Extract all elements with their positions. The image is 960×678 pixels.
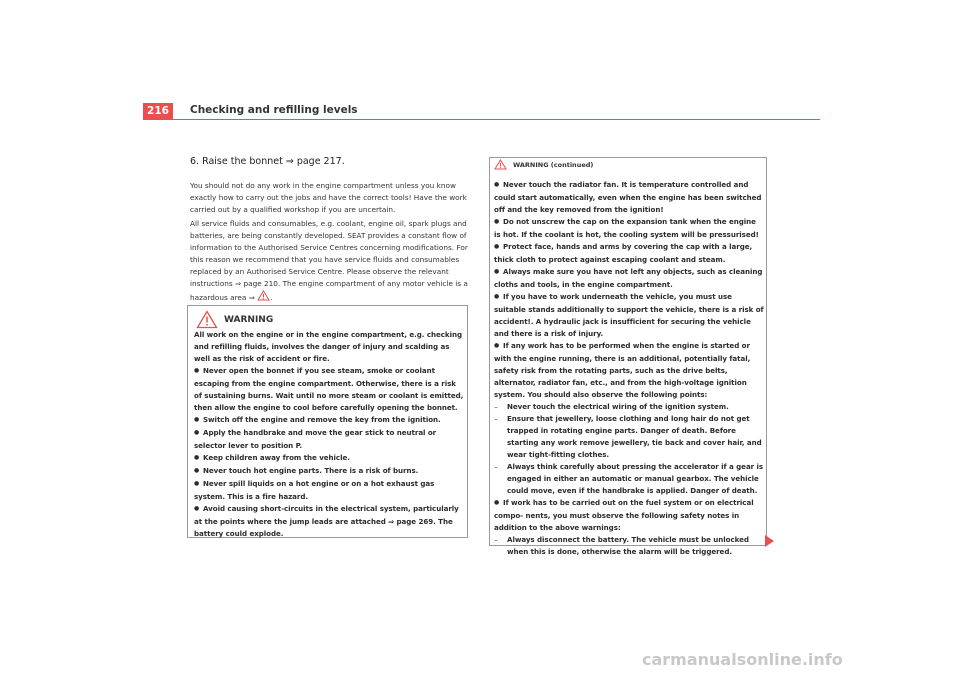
warning-bullet: ●Apply the handbrake and move the gear stick to neutral or selector lever to position P.: [194, 427, 464, 452]
service-fluids-text: All service fluids and consumables, e.g. coolant, engine oil, spark plugs and batteries, are being constantly developed. SEAT provides a constant flow of information to the Authorised Service Centres concerning modifications. For this reason we recommend that you have service fluids and consumables replaced by an Authorised Service Centre. Please observe the relevant instructions ⇒ page 210. The engine compartment of any motor vehicle is a hazardous area ⇒: [190, 219, 468, 302]
page-number: 216: [147, 105, 169, 117]
warning-bullet: ●If any work has to be performed when the engine is started or with the engine running, there is an additional, potentially fatal, safety risk from the rotating parts, such as the drive belts, alternator, radiator fan, etc., and from the high-voltage ignition system. You should also observe the following points:: [494, 340, 764, 401]
warning-body-right: [494, 179, 764, 558]
bullet-icon: [494, 179, 503, 192]
warning-title-left: WARNING: [224, 314, 274, 325]
bullet-icon: [494, 291, 503, 304]
bullet-icon: [494, 340, 503, 353]
service-fluids-end: .: [270, 293, 273, 302]
bullet-icon: [494, 216, 503, 229]
next-page-arrow-icon[interactable]: [765, 535, 774, 547]
warning-triangle-icon: [494, 159, 507, 170]
bullet-icon: [194, 365, 203, 378]
warning-triangle-icon: [257, 290, 273, 302]
bullet-icon: [194, 452, 203, 465]
section-title: Checking and refilling levels: [190, 104, 358, 116]
warning-bullet: ●Never open the bonnet if you see steam, smoke or coolant escaping from the engine compartment. Otherwise, there is a risk of sustaining burns. Wait until no more steam or coolant is emitted, then allow the engine to cool before carefully opening the bonnet.: [194, 365, 464, 414]
page-number-badge: [143, 103, 173, 119]
service-fluids-paragraph: [190, 218, 468, 304]
warning-subpoint: – Ensure that jewellery, loose clothing and long hair do not get trapped in rotating engine parts. Danger of death. Before starting any work remove jewellery, tie back and cover hair, and wear tight-fitting clothes.: [494, 414, 762, 459]
bullet-icon: [194, 427, 203, 440]
warning-title-right: WARNING (continued): [513, 160, 594, 169]
warning-bullet: ●Never spill liquids on a hot engine or on a hot exhaust gas system. This is a fire hazard.: [194, 478, 464, 503]
warning-bullet: ●Always make sure you have not left any objects, such as cleaning cloths and tools, in the engine compartment.: [494, 266, 764, 291]
bullet-icon: [194, 478, 203, 491]
warning-bullet: ●Do not unscrew the cap on the expansion tank when the engine is hot. If the coolant is hot, the cooling system will be pressurised!: [494, 216, 764, 241]
intro-paragraph: You should not do any work in the engine compartment unless you know exactly how to carry out the jobs and have the correct tools! Have the work carried out by a qualified workshop if you are uncertain.: [190, 181, 467, 214]
bullet-icon: [194, 414, 203, 427]
warning-bullet: ●Switch off the engine and remove the key from the ignition.: [194, 414, 464, 427]
bullet-icon: [194, 503, 203, 516]
step-6: 6. Raise the bonnet ⇒ page 217.: [190, 156, 345, 167]
warning-body-left: [194, 329, 464, 540]
bullet-icon: [494, 497, 503, 510]
warning-header-left: [196, 310, 273, 329]
bullet-icon: [494, 266, 503, 279]
warning-subpoint: – Always think carefully about pressing the accelerator if a gear is engaged in either an automatic or manual gearbox. The vehicle could move, even if the handbrake is applied. Danger of death.: [494, 462, 764, 495]
warning-bullet: ●Avoid causing short-circuits in the electrical system, particularly at the points where the jump leads are attached ⇒ page 269. The battery could explode.: [194, 503, 464, 540]
warning-bullet: ●Never touch hot engine parts. There is a risk of burns.: [194, 465, 464, 478]
warning-subpoint: – Always disconnect the battery. The vehicle must be unlocked when this is done, otherwise the alarm will be triggered.: [494, 535, 749, 556]
warning-bullet: ●Protect face, hands and arms by covering the cap with a large, thick cloth to protect against escaping coolant and steam.: [494, 241, 764, 266]
warning-triangle-icon: [196, 310, 218, 329]
warning-intro: All work on the engine or in the engine compartment, e.g. checking and refilling fluids, involves the danger of injury and scalding as well as the risk of accident or fire.: [194, 330, 462, 363]
warning-bullet: ●If you have to work underneath the vehicle, you must use suitable stands additionally to support the vehicle, there is a risk of accident!. A hydraulic jack is insufficient for securing the vehicle and there is a risk of injury.: [494, 291, 764, 340]
warning-bullet: ●Never touch the radiator fan. It is temperature controlled and could start automatically, even when the engine has been switched off and the key removed from the ignition!: [494, 179, 764, 216]
warning-bullet: ●Keep children away from the vehicle.: [194, 452, 464, 465]
warning-header-right: [494, 159, 593, 170]
bullet-icon: [494, 241, 503, 254]
warning-subpoint: – Never touch the electrical wiring of the ignition system.: [494, 402, 729, 411]
watermark: carmanualsonline.info: [642, 650, 843, 669]
bullet-icon: [194, 465, 203, 478]
warning-bullet: ●If work has to be carried out on the fuel system or on electrical compo- nents, you must observe the following safety notes in addition to the above warnings:: [494, 497, 764, 534]
header-divider: [143, 119, 820, 120]
